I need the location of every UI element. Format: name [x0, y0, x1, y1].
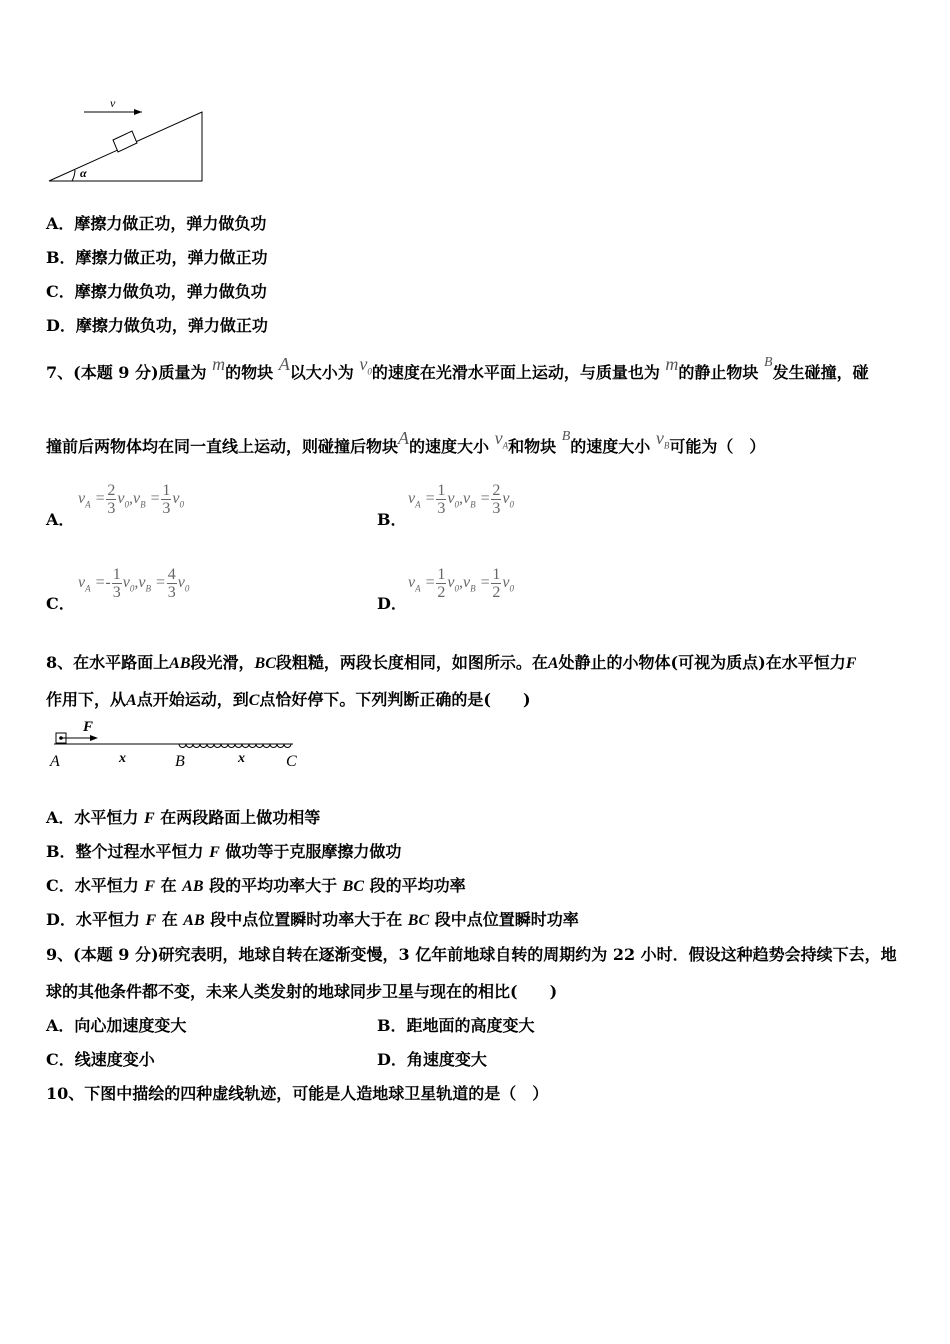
q7-option-c-label[interactable]: C． — [46, 594, 75, 613]
q7-option-c-formula: $v_A$ =- $\frac{1}{3}$ $v_0,v_B$ = $\frac{4}{3}$ $v_0$ — [78, 566, 190, 601]
q6-option-b[interactable] — [46, 245, 268, 268]
q6-option-a[interactable] — [46, 211, 266, 234]
option-label: B． — [46, 248, 76, 267]
q9-option-c[interactable]: C．线速度变小 — [46, 1050, 155, 1069]
q8-option-d[interactable]: D．水平恒力 F 在 AB 段中点位置瞬时功率大于在 BC 段中点位置瞬时功率 — [46, 910, 579, 929]
road-figure — [46, 717, 306, 772]
option-label: C． — [46, 282, 75, 301]
q8-option-a[interactable]: A．水平恒力 F 在两段路面上做功相等 — [46, 808, 321, 827]
q7-stem-line1: 7、(本题 9 分)质量为 m的物块 A以大小为 $v_0$的速度在光滑水平面上运动，与质量也为 m的静止物块 B发生碰撞，碰 — [46, 354, 869, 382]
q9-option-b[interactable]: B．距地面的高度变大 — [377, 1016, 535, 1035]
q9-stem-line2: 球的其他条件都不变，未来人类发射的地球同步卫星与现在的相比( ) — [46, 982, 558, 1001]
q7-option-a-label[interactable]: A． — [46, 510, 75, 529]
q7-option-b-label[interactable]: B． — [377, 510, 407, 529]
q6-option-d[interactable] — [46, 313, 268, 336]
option-text: 摩擦力做正功，弹力做正功 — [75, 248, 268, 267]
option-label: D． — [46, 316, 76, 335]
q10-stem: 10、下图中描绘的四种虚线轨迹，可能是人造地球卫星轨道的是（ ） — [46, 1084, 549, 1103]
q7-option-b-formula: $v_A$ = $\frac{1}{3}$ $v_0,v_B$ = $\frac{2}{3}$ $v_0$ — [408, 482, 515, 517]
option-text: 摩擦力做正功，弹力做负功 — [74, 214, 267, 233]
option-text: 摩擦力做负功，弹力做正功 — [75, 316, 268, 335]
q8-stem-line1: 8、在水平路面上AB段光滑，BC段粗糙，两段长度相同，如图所示。在A处静止的小物体(可视为质点)在水平恒力F — [46, 653, 857, 672]
point-b-label: B — [175, 753, 185, 770]
q9-option-a[interactable]: A．向心加速度变大 — [46, 1016, 187, 1035]
point-a-label: A — [50, 753, 60, 770]
q9-option-d[interactable]: D．角速度变大 — [377, 1050, 487, 1069]
option-text: 摩擦力做负功，弹力做负功 — [74, 282, 267, 301]
q6-option-c[interactable] — [46, 279, 267, 302]
velocity-label: v — [110, 96, 116, 110]
segment-bc-length: x — [238, 751, 245, 766]
q7-stem-line2: 撞前后两物体均在同一直线上运动，则碰撞后物块A的速度大小 $v_A$和物块 B的速度大小 $v_B$可能为（ ） — [46, 428, 766, 456]
q7-option-a-formula: $v_A$ = $\frac{2}{3}$ $v_0,v_B$ = $\frac{1}{3}$ $v_0$ — [78, 482, 185, 517]
force-label: F — [83, 719, 94, 735]
alpha-label: α — [80, 166, 87, 180]
q7-option-d-label[interactable]: D． — [377, 594, 407, 613]
q8-option-b[interactable]: B．整个过程水平恒力 F 做功等于克服摩擦力做功 — [46, 842, 402, 861]
point-c-label: C — [286, 753, 297, 770]
segment-ab-length: x — [119, 751, 126, 766]
q9-stem-line1: 9、(本题 9 分)研究表明，地球自转在逐渐变慢，3 亿年前地球自转的周期约为 22 小时．假设这种趋势会持续下去，地 — [46, 945, 897, 964]
q8-stem-line2: 作用下，从A点开始运动，到C点恰好停下。下列判断正确的是( ) — [46, 690, 531, 709]
q8-option-c[interactable]: C．水平恒力 F 在 AB 段的平均功率大于 BC 段的平均功率 — [46, 876, 466, 895]
q7-option-d-formula: $v_A$ = $\frac{1}{2}$ $v_0,v_B$ = $\frac{1}{2}$ $v_0$ — [408, 566, 515, 601]
option-label: A． — [46, 214, 75, 233]
incline-figure — [44, 95, 214, 187]
